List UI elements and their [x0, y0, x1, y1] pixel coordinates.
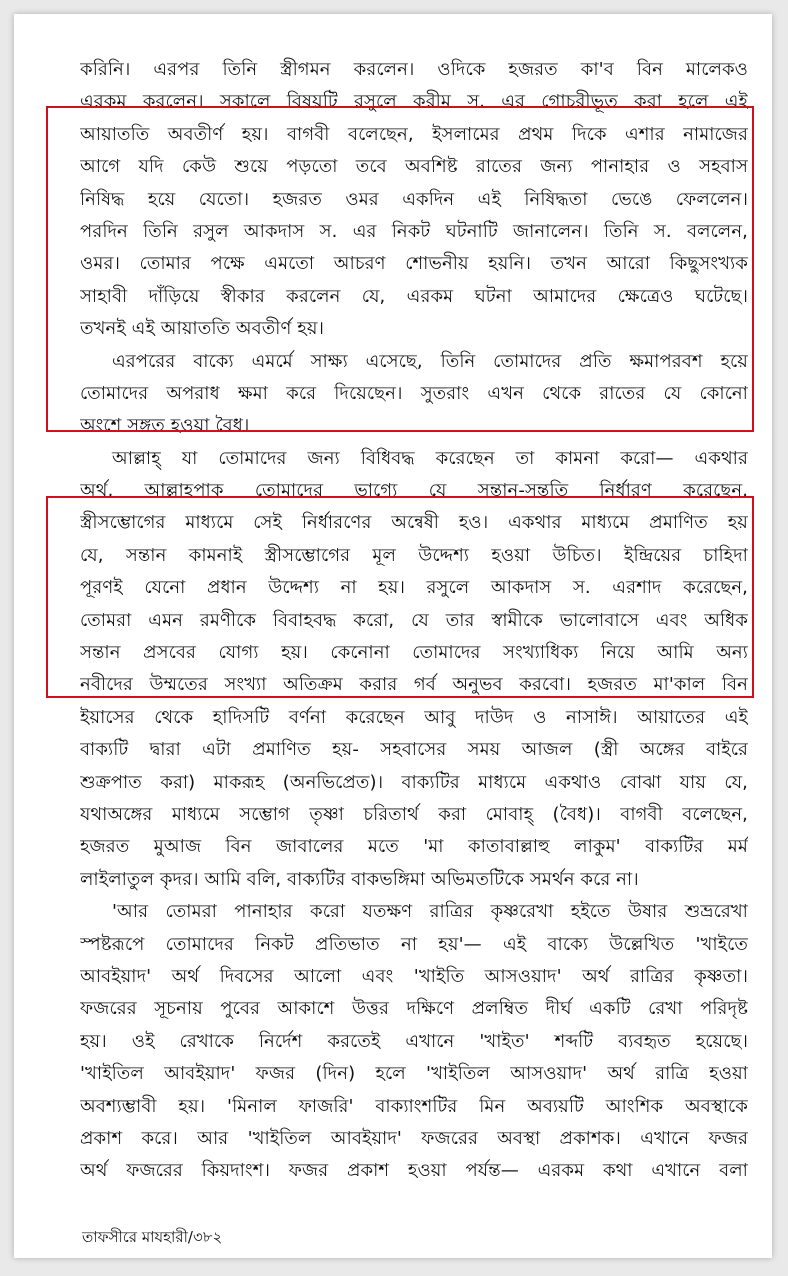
text-line: পূরণই যেনো প্রধান উদ্দেশ্য না হয়। রসুলে আকদাস স. এরশাদ করেছেন,: [80, 577, 748, 599]
text-line: ইয়াসের থেকে হাদিসটি বর্ণনা করেছেন আবু দাউদ ও নাসাঈ। আয়াতের এই: [80, 706, 748, 728]
page-body-text: [80, 54, 748, 1188]
book-page: [14, 14, 772, 1258]
text-line: আগে যদি কেউ শুয়ে পড়তো তবে অবশিষ্ট রাতের জন্য পানাহার ও সহবাস: [80, 156, 748, 178]
text-line: ওমর। তোমার পক্ষে এমতো আচরণ শোভনীয় হয়নি। তখন আরো কিছুসংখ্যক: [80, 253, 748, 275]
text-line: বাক্যটি দ্বারা এটা প্রমাণিত হয়- সহবাসের সময় আজল (স্ত্রী অঙ্গের বাইরে: [80, 739, 748, 761]
text-line: নবীদের উম্মতের সংখ্যা অতিক্রম করার গর্ব অনুভব করবো। হজরত মা'কাল বিন: [80, 674, 748, 696]
text-line: তখনই এই আয়াততি অবতীর্ণ হয়।: [80, 318, 325, 340]
text-line: শুক্রপাত করা) মাকরূহ (অনভিপ্রেত)। বাক্যটির মাধ্যমে একথাও বোঝা যায় যে,: [80, 771, 748, 793]
text-line: সাহাবী দাঁড়িয়ে স্বীকার করলেন যে, এরকম ঘটনা আমাদের ক্ষেত্রেও ঘটেছে।: [80, 285, 748, 307]
text-line: লাইলাতুল কৃদর। আমি বলি, বাক্যটির বাকভঙ্গিমা অভিমতটিকে সমর্থন করে না।: [80, 868, 639, 890]
text-line: নিষিদ্ধ হয়ে যেতো। হজরত ওমর একদিন এই নিষিদ্ধতা ভেঙে ফেললেন।: [80, 188, 748, 210]
text-line: আবইয়াদ' অর্থ দিবসের আলো এবং 'খাইতি আসওয়াদ' অর্থ রাত্রির কৃষ্ণতা।: [80, 965, 748, 987]
text-line: এরপরের বাক্যে এমর্মে সাক্ষ্য এসেছে, তিনি তোমাদের প্রতি ক্ষমাপরবশ হয়ে: [112, 350, 748, 372]
page-footer: তাফসীরে মাযহারী/৩৮২: [82, 1228, 223, 1246]
text-line: সন্তান প্রসবের যোগ্য হয়। কেনোনা তোমাদের সংখ্যাধিক্য নিয়ে আমি অন্য: [80, 642, 748, 664]
text-line: আয়াততি অবতীর্ণ হয়। বাগবী বলেছেন, ইসলামের প্রথম দিকে এশার নামাজের: [80, 123, 748, 145]
text-line: অর্থ, আল্লাহপাক তোমাদের ভাগ্যে যে সন্তান-সন্ততি নির্ধারণ করেছেন,: [80, 480, 748, 502]
text-line: আল্লাহ্ যা তোমাদের জন্য বিধিবদ্ধ করেছেন তা কামনা করো— একথার: [112, 447, 748, 469]
text-line: করিনি। এরপর তিনি স্ত্রীগমন করলেন। ওদিকে হজরত কা'ব বিন মালেকও: [80, 59, 748, 80]
text-line: অর্থ ফজরের কিয়দাংশ। ফজর প্রকাশ হওয়া পর্যন্ত— এরকম কথা এখানে বলা: [80, 1160, 748, 1182]
text-line: হজরত মুআজ বিন জাবালের মতে 'মা কাতাবাল্লাহু লাকুম' বাক্যটির মর্ম: [80, 836, 748, 858]
text-line: স্ত্রীসম্ভোগের মাধ্যমে সেই নির্ধারণের অন্বেষী হও। একথার মাধ্যমে প্রমাণিত হয়: [80, 512, 748, 534]
text-line: যথাঅঙ্গের মাধ্যমে সম্ভোগ তৃষ্ণা চরিতার্থ করা মোবাহ্ (বৈধ)। বাগবী বলেছেন,: [80, 803, 748, 825]
text-line: তোমরা এমন রমণীকে বিবাহবদ্ধ করো, যে তার স্বামীকে ভালোবাসে এবং অধিক: [80, 609, 748, 631]
text-line: অবশ্যম্ভাবী হয়। 'মিনাল ফাজরি' বাক্যাংশটির মিন অব্যয়টি আংশিক অবস্থাকে: [80, 1095, 748, 1117]
text-line: প্রকাশ করে। আর 'খাইতিল আবইয়াদ' ফজরের অবস্থা প্রকাশক। এখানে ফজর: [80, 1127, 748, 1149]
text-line: এরকম করলেন। সকালে বিষয়টি রসুলে করীম স. এর গোচরীভূত করা হলে এই: [80, 91, 748, 113]
text-line: 'খাইতিল আবইয়াদ' ফজর (দিন) হলে 'খাইতিল আসওয়াদ' অর্থ রাত্রি হওয়া: [80, 1063, 748, 1085]
text-line: 'আর তোমরা পানাহার করো যতক্ষণ রাত্রির কৃষ্ণরেখা হইতে উষার শুভ্ররেখা: [112, 901, 748, 923]
text-line: হয়। ওই রেখাকে নির্দেশ করতেই এখানে 'খাইত' শব্দটি ব্যবহৃত হয়েছে।: [80, 1030, 748, 1052]
text-line: পরদিন তিনি রসুল আকদাস স. এর নিকট ঘটনাটি জানালেন। তিনি স. বললেন,: [80, 220, 748, 242]
text-line: যে, সন্তান কামনাই স্ত্রীসম্ভোগের মূল উদ্দেশ্য হওয়া উচিত। ইন্দ্রিয়ের চাহিদা: [80, 544, 748, 566]
text-line: ফজরের সূচনায় পুবের আকাশে উত্তর দক্ষিণে প্রলম্বিত দীর্ঘ একটি রেখা পরিদৃষ্ট: [80, 998, 748, 1020]
text-line: তোমাদের অপরাধ ক্ষমা করে দিয়েছেন। সুতরাং এখন থেকে রাতের যে কোনো: [80, 382, 748, 404]
text-line: অংশে সঙ্গত হওয়া বৈধ।: [80, 415, 250, 437]
text-line: স্পষ্টরূপে তোমাদের নিকট প্রতিভাত না হয়'— এই বাক্যে উল্লেখিত 'খাইতে: [80, 933, 748, 955]
